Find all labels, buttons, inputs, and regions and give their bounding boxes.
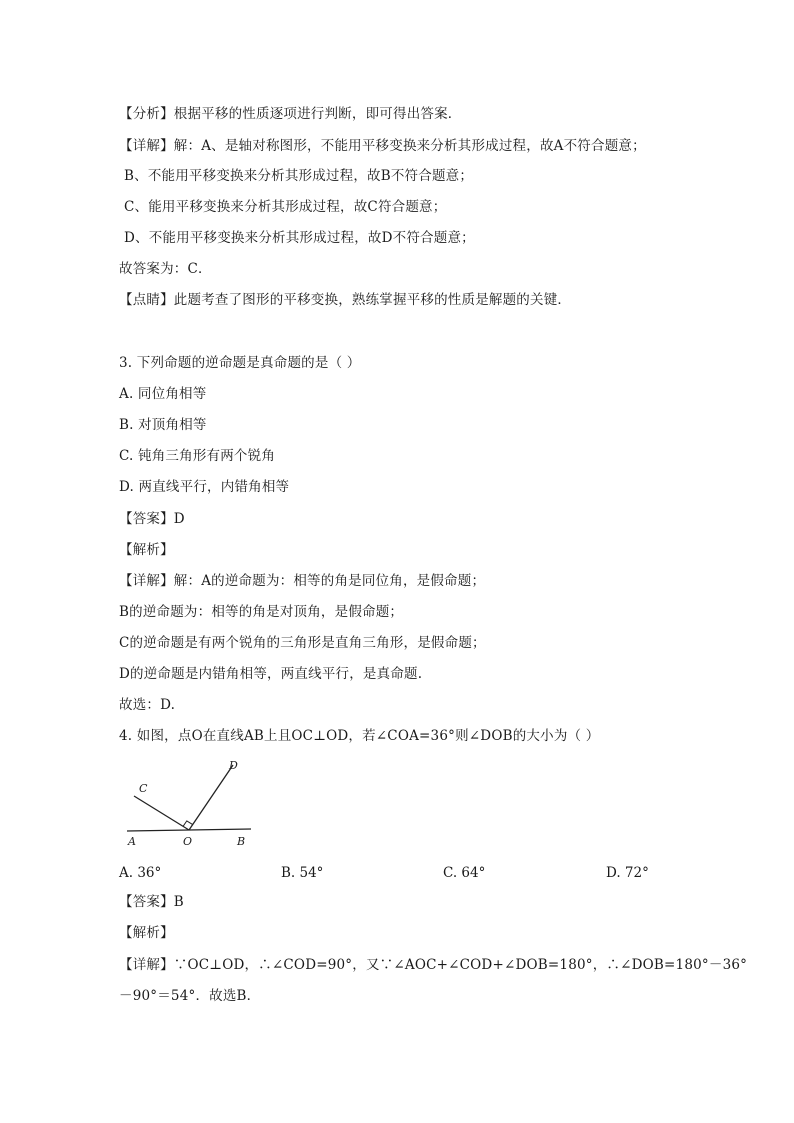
detail-line-4: D、不能用平移变换来分析其形成过程，故D不符合题意；	[124, 230, 475, 246]
q4-option-d: D. 72°	[606, 865, 649, 881]
ray-od	[189, 765, 233, 830]
q4-option-b: B. 54°	[281, 865, 324, 881]
q3-detail-4: D的逆命题是内错角相等，两直线平行，是真命题.	[119, 666, 423, 682]
q4-stem: 4. 如图，点O在直线AB上且OC⊥OD，若∠COA=36°则∠DOB的大小为（ ）	[119, 728, 600, 744]
q4-detail-2: －90°＝54°．故选B．	[119, 988, 261, 1004]
detail-line-1: 【详解】解：A、是轴对称图形，不能用平移变换来分析其形成过程，故A不符合题意；	[119, 138, 646, 154]
q4-analysis-title: 【解析】	[119, 925, 174, 941]
q4-answer: 【答案】B	[119, 894, 184, 910]
q3-detail-1: 【详解】解：A的逆命题为：相等的角是同位角，是假命题；	[119, 573, 486, 589]
label-o: O	[183, 835, 193, 848]
q4-option-c: C. 64°	[443, 865, 486, 881]
analysis-line: 【分析】根据平移的性质逐项进行判断，即可得出答案．	[119, 106, 462, 122]
label-c: C	[139, 782, 148, 795]
right-angle-mark	[183, 821, 193, 826]
label-a: A	[128, 835, 136, 848]
q3-stem: 3. 下列命题的逆命题是真命题的是（ ）	[119, 355, 361, 371]
detail-line-3: C、能用平移变换来分析其形成过程，故C符合题意；	[124, 199, 447, 215]
q4-figure	[119, 755, 259, 850]
q3-analysis-title: 【解析】	[119, 542, 174, 558]
q3-detail-2: B的逆命题为：相等的角是对顶角，是假命题；	[119, 604, 404, 620]
q3-detail-3: C的逆命题是有两个锐角的三角形是直角三角形，是假命题；	[119, 635, 486, 651]
comment-line: 【点睛】此题考查了图形的平移变换，熟练掌握平移的性质是解题的关键．	[119, 292, 572, 308]
label-b: B	[237, 835, 246, 848]
q4-detail-1: 【详解】∵OC⊥OD，∴∠COD=90°，又∵∠AOC+∠COD+∠DOB=180°，∴∠DOB=180°－36°	[119, 957, 748, 973]
q3-conclusion: 故选：D.	[119, 697, 176, 713]
q3-option-d: D. 两直线平行，内错角相等	[119, 479, 290, 495]
q3-answer: 【答案】D	[119, 511, 185, 527]
q3-option-c: C. 钝角三角形有两个锐角	[119, 448, 276, 464]
q3-option-a: A. 同位角相等	[119, 386, 207, 402]
detail-line-2: B、不能用平移变换来分析其形成过程，故B不符合题意；	[124, 168, 474, 184]
label-d: D	[229, 759, 238, 772]
conclusion-line: 故答案为：C．	[119, 261, 212, 277]
q4-option-a: A. 36°	[119, 865, 162, 881]
ray-oc	[134, 796, 189, 830]
q3-option-b: B. 对顶角相等	[119, 417, 207, 433]
